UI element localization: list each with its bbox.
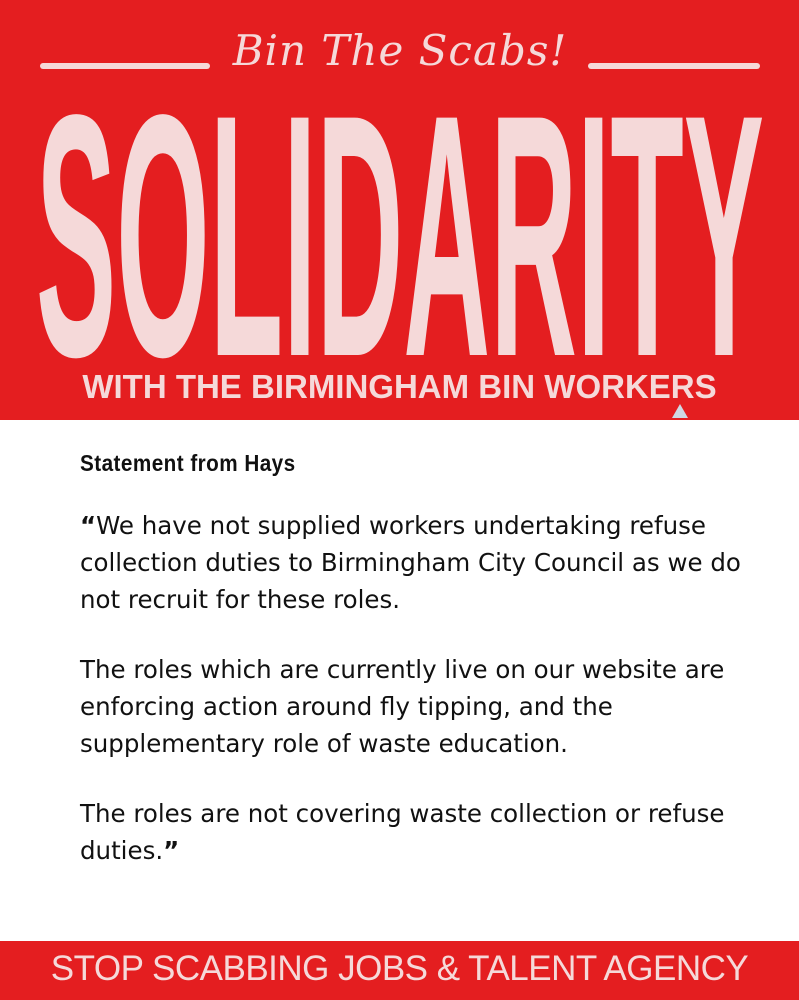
open-quote: “ (80, 511, 97, 540)
tagline-row (0, 22, 799, 92)
headline-graphic (36, 100, 764, 362)
statement-title: Statement from Hays (80, 450, 296, 476)
caret-up-icon (672, 404, 688, 418)
statement-paragraph-1 (80, 507, 760, 618)
tagline-rule-right (588, 63, 760, 69)
statement-section (80, 450, 760, 902)
solidarity-banner (0, 0, 799, 420)
close-quote: ” (163, 836, 180, 865)
statement-paragraph-2-text: The roles which are currently live on our website are enforcing action around fly tipping, and the supplementary role of waste education. (80, 655, 725, 758)
tagline: Bin The Scabs! (232, 26, 568, 75)
statement-paragraph-1-text: We have not supplied workers undertaking refuse collection duties to Birmingham City Council as we do not recruit for these roles. (80, 511, 741, 614)
footer-text: STOP SCABBING JOBS & TALENT AGENCY (50, 949, 749, 988)
headline-text: SOLIDARITY (36, 100, 764, 362)
footer-banner (0, 941, 799, 1000)
subtitle: WITH THE BIRMINGHAM BIN WORKERS (82, 368, 717, 405)
headline (36, 100, 764, 362)
statement-paragraph-3-text: The roles are not covering waste collection or refuse duties. (80, 799, 725, 865)
tagline-rule-left (40, 63, 210, 69)
statement-paragraph-2 (80, 651, 760, 762)
statement-paragraph-3 (80, 795, 760, 869)
